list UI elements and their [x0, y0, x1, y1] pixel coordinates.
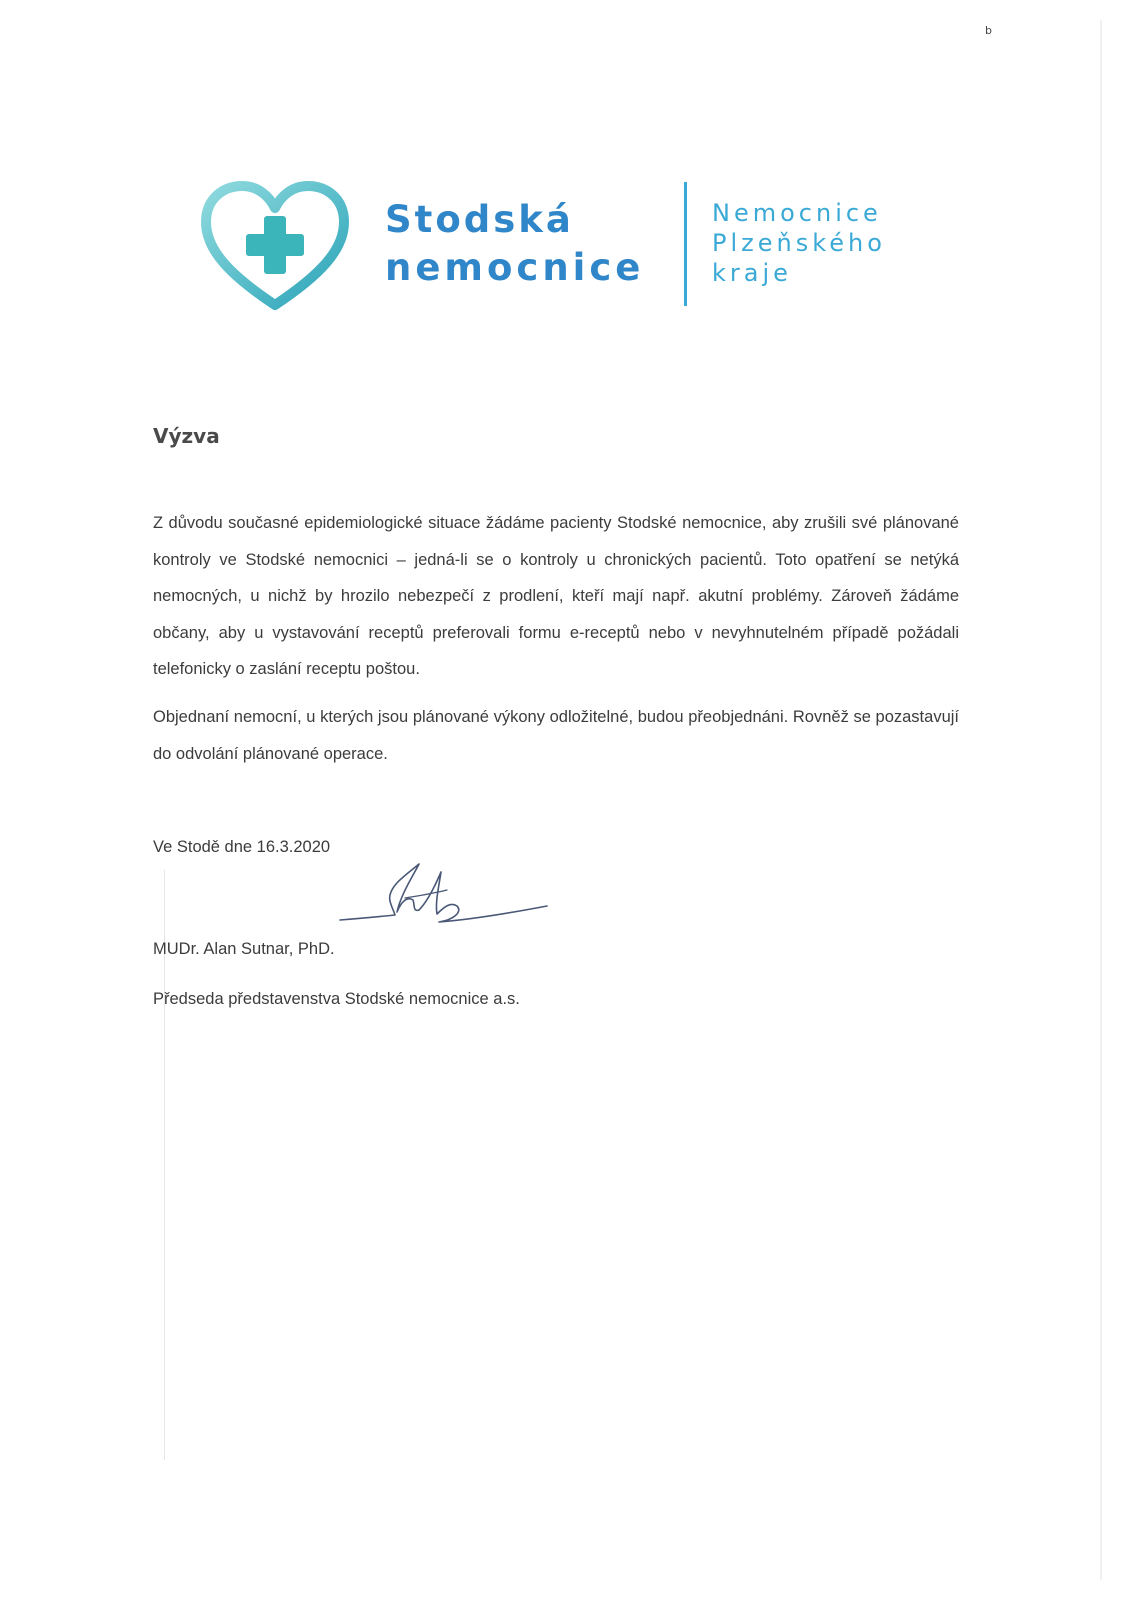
letter-paragraph-1: Z důvodu současné epidemiologické situace žádáme pacienty Stodské nemocnice, aby zrušili své plánované kontroly ve Stodské nemocnici – jedná-li se o kontroly u chronických pacientů. Toto opatření se netýká nemocných, u nichž by hrozilo nebezpečí z prodlení, kteří mají např. akutní problémy. Zároveň žádáme občany, aby u vystavování receptů preferovali formu e-receptů nebo v nevyhnutelném případě požádali telefonicky o zaslání receptu poštou. — [153, 514, 959, 678]
letter-title: Výzva — [153, 424, 220, 448]
hospital-name-line1: Stodská — [385, 198, 574, 241]
hospital-subtitle — [712, 198, 886, 288]
signer-role: Předseda představenstva Stodské nemocnice a.s. — [153, 990, 520, 1008]
handwritten-signature — [335, 850, 555, 935]
scan-edge-line — [1100, 20, 1102, 1580]
hospital-name — [385, 198, 644, 294]
letter-paragraph-2: Objednaní nemocní, u kterých jsou plánované výkony odložitelné, budou přeobjednáni. Rovněž se pozastavují do odvolání plánované operace. — [153, 708, 959, 763]
subtitle-line3: kraje — [712, 259, 792, 287]
subtitle-line1: Nemocnice — [712, 199, 882, 227]
logo-divider — [684, 182, 687, 306]
page-mark: b — [985, 24, 992, 37]
signer-name: MUDr. Alan Sutnar, PhD. — [153, 940, 335, 958]
hospital-name-line2: nemocnice — [385, 246, 645, 289]
date-line: Ve Stodě dne 16.3.2020 — [153, 838, 331, 856]
subtitle-line2: Plzeňského — [712, 229, 886, 257]
hospital-logo — [200, 180, 920, 320]
heart-cross-icon — [200, 180, 350, 315]
